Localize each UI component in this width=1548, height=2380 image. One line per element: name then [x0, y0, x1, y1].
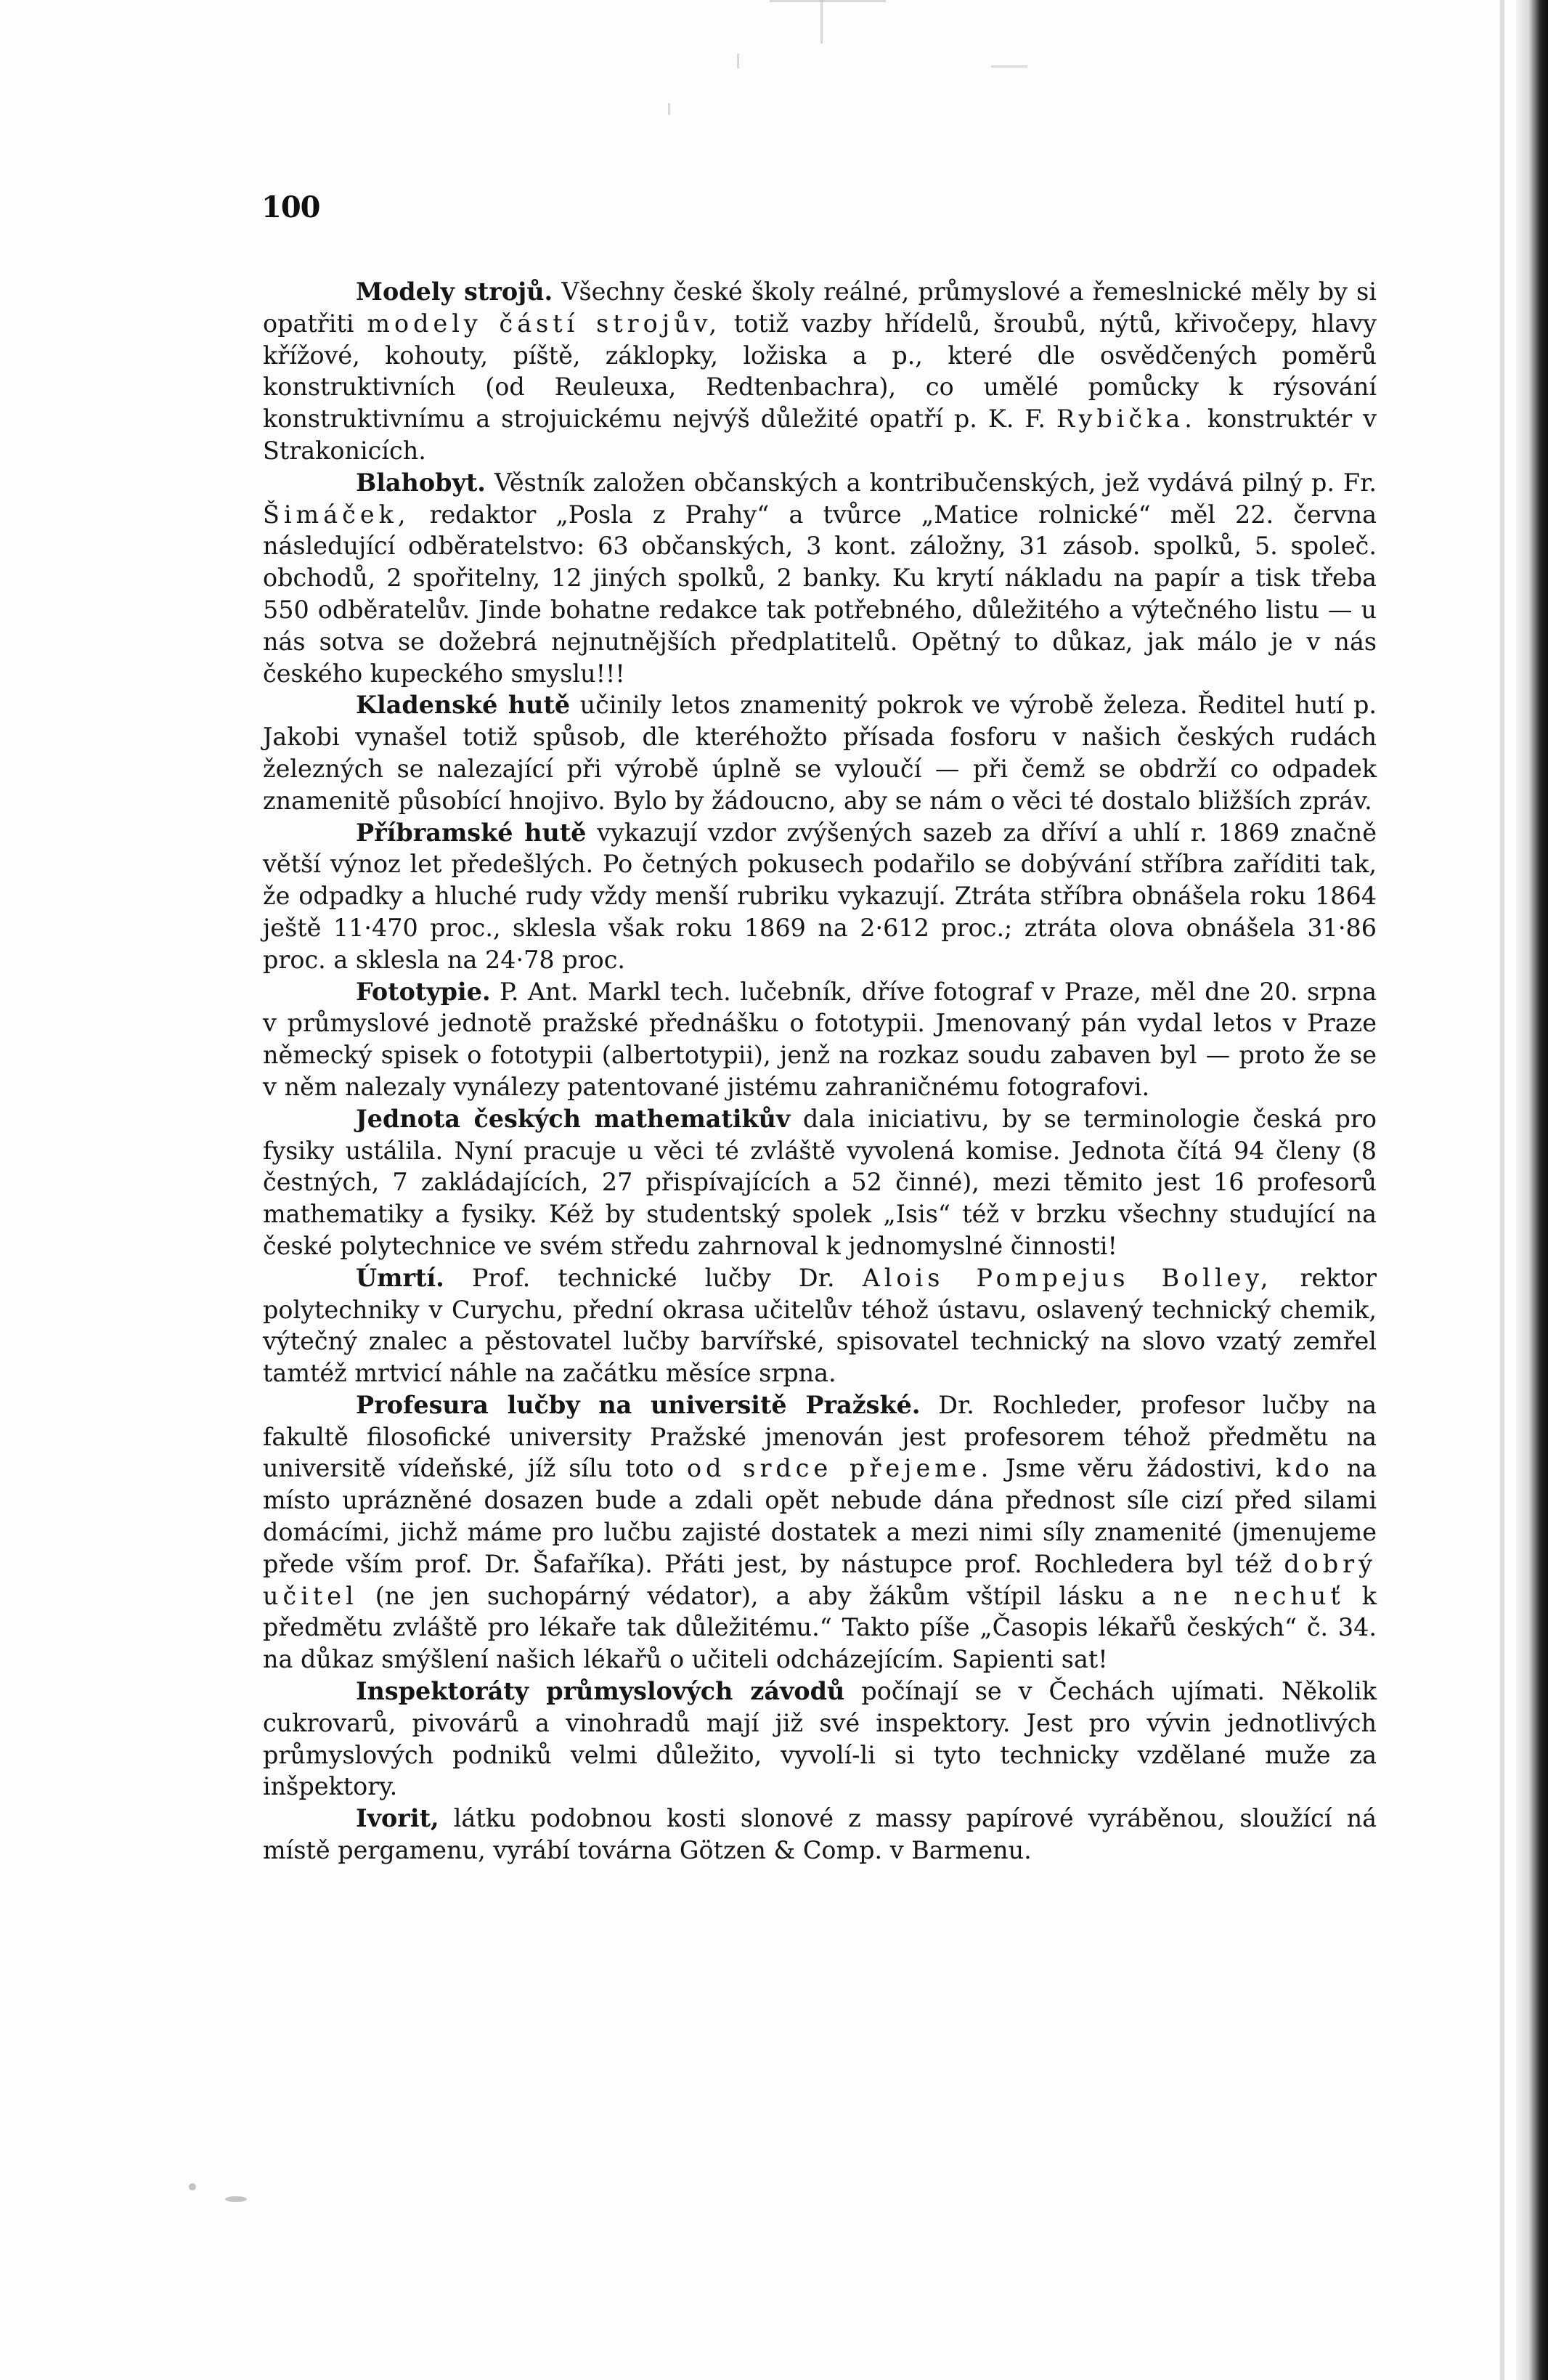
page-number: 100 [261, 190, 320, 224]
paragraph-heading: Úmrtí. [356, 1263, 444, 1292]
paragraph-text: Všechny české školy reálné, průmyslové a řemeslnické měly by si opatřiti [263, 277, 1377, 338]
paragraph-text: počínají se v Čechách ujímati. Několik cukrovarů, pivovárů a vinohradů mají již své inspektory. Jest pro vývin jednotlivých průmyslových podniků velmi důležito, vyvolí-li si tyto technicky vzdělané muže za inšpektory. [263, 1677, 1377, 1801]
paragraph-text: vykazují vzdor zvýšených sazeb za dříví a uhlí r. 1869 značně větší výnoz let předešlých. Po četných pokusech podařilo se dobývání stříbra zaříditi tak, že odpadky a hluché rudy vždy menší rubriku vykazují. Ztráta stříbra obnášela roku 1864 ještě 11·470 proc., sklesla však roku 1869 na 2·612 proc.; ztráta olova obnášela 31·86 proc. a sklesla na 24·78 proc. [263, 818, 1377, 974]
binding-edge [1516, 0, 1548, 2380]
paragraph-text: Věstník založen občanských a kontribučenských, jež vydává pilný p. Fr. [485, 468, 1377, 497]
paragraph-text: redaktor „Posla z Prahy“ a tvůrce „Matice rolnické“ měl 22. června následující odběratelstvo: 63 občanských, 3 kont. záložny, 31 zásob. spolků, 5. společ. obchodů, 2 spořitelny, 12 jiných spolků, 2 banky. Ku krytí nákladu na papír a tisk třeba 550 odběratelův. Jinde bohatne redakce tak potřebného, důležitého a výtečného listu — u nás sotva se dožebrá nejnutnějších předplatitelů. Opětný to důkaz, jak málo je v nás českého kupeckého smyslu!!! [263, 500, 1377, 688]
spaced-emphasis: Šimáček, [263, 500, 410, 529]
show-through-mark [820, 0, 823, 44]
paragraph [263, 976, 1377, 1103]
show-through-mark [991, 65, 1027, 68]
paragraph-text: Prof. technické lučby Dr. [444, 1263, 863, 1292]
ink-smudge [225, 2196, 247, 2202]
paragraph-text: Dr. Rochleder, profesor lučby na fakultě filosofické university Pražské jmenován jest profesorem téhož předmětu na universitě vídeňské, jíž sílu toto [263, 1390, 1377, 1483]
paragraph [263, 276, 1377, 467]
paragraph-text: rektor polytechniky v Curychu, přední okrasa učitelův téhož ústavu, oslavený technický chemik, výtečný znalec a pěstovatel lučby barvířské, spisovatel technický na slovo vzatý zemřel tamtéž mrtvicí náhle na začátku měsíce srpna. [263, 1263, 1377, 1388]
paragraph [263, 1389, 1377, 1676]
ink-smudge [189, 2183, 196, 2190]
paragraph [263, 1803, 1377, 1867]
paragraph-heading: Kladenské hutě [356, 691, 571, 720]
spaced-emphasis: modely částí strojův, [367, 309, 722, 338]
paragraph-text: dala iniciativu, by se terminologie česká pro fysiky ustálila. Nyní pracuje u věci té zvláště vyvolená komise. Jednota čítá 94 členy (8 čestných, 7 zakládajících, 27 přispívajících a 52 činné), mezi těmito jest 16 profesorů mathematiky a fysiky. Kéž by studentský spolek „Isis“ též v brzku všechny studující na české polytechnice ve svém středu zahrnoval k jednomyslné činnosti! [263, 1104, 1377, 1260]
paragraph [263, 1103, 1377, 1262]
paragraph [263, 1262, 1377, 1389]
show-through-mark [737, 54, 739, 68]
paragraph-heading: Ivorit, [356, 1804, 439, 1833]
spaced-emphasis: kdo [1276, 1454, 1334, 1483]
paragraph-heading: Jednota českých mathematikův [356, 1104, 791, 1133]
paragraph-heading: Fototypie. [356, 977, 491, 1006]
spaced-emphasis: Rybička. [1056, 405, 1197, 434]
paragraph-text: P. Ant. Markl tech. lučebník, dříve fotograf v Praze, měl dne 20. srpna v průmyslové jednotě pražské přednášku o fototypii. Jmenovaný pán vydal letos v Praze německý spisek o fototypii (albertotypii), jenž na rozkaz soudu zabaven byl — proto že se v něm nalezaly vynálezy patentované jistému zahraničnému fotografovi. [263, 977, 1377, 1101]
paragraph [263, 467, 1377, 690]
paragraph-heading: Inspektoráty průmyslových závodů [356, 1677, 845, 1706]
paragraph-text: konstruktér v Strakonicích. [263, 405, 1377, 465]
spaced-emphasis: ne nechuť [1173, 1581, 1345, 1610]
paragraph-text: učinily letos znamenitý pokrok ve výrobě železa. Ředitel hutí p. Jakobi vynašel totiž spůsob, dle kteréhožto přísada fosforu v našich českých rudách železných se nalezající při výrobě úplně se vyloučí — při čemž se obdrží co odpadek znamenitě působící hnojivo. Bylo by žádoucno, aby se nám o věci té dostalo bližších zpráv. [263, 691, 1377, 815]
paragraph-heading: Modely strojů. [356, 277, 553, 306]
paragraph-heading: Příbramské hutě [356, 818, 587, 847]
paragraph-text: totiž vazby hřídelů, šroubů, nýtů, křivočepy, hlavy křížové, kohouty, píště, záklopky, ložiska a p., které dle osvědčených poměrů konstruktivních (od Reuleuxa, Redtenbachra), co umělé pomůcky k rýsování konstruktivnímu a strojuickému nejvýš důležité opatří p. K. F. [263, 309, 1377, 434]
spaced-emphasis: dobrý učitel [263, 1549, 1377, 1610]
show-through-mark [668, 103, 670, 115]
paragraph [263, 689, 1377, 816]
spaced-emphasis: Alois Pompejus Bolley, [862, 1263, 1273, 1292]
paragraph-heading: Profesura lučby na universitě Pražské. [356, 1390, 921, 1419]
paragraph-text: (ne jen suchopárný védator), a aby žákům vštípil lásku a [357, 1581, 1173, 1610]
paragraph [263, 817, 1377, 976]
paragraph-text: Jsme věru žádostivi, [993, 1454, 1276, 1483]
spaced-emphasis: od srdce přejeme. [687, 1454, 993, 1483]
paragraph-text: látku podobnou kosti slonové z massy papírové vyráběnou, sloužící ná místě pergamenu, vyrábí továrna Götzen & Comp. v Barmenu. [263, 1804, 1377, 1865]
scan-edge-line [1500, 0, 1504, 2380]
article-body [263, 276, 1377, 1867]
paragraph [263, 1676, 1377, 1803]
paragraph-text: na místo uprázněné dosazen bude a zdali opět nebude dána přednost síle cizí před silami domácími, jichž máme pro lučbu zajisté dostatek a mezi nimi síly znamenité (jmenujeme přede vším prof. Dr. Šafaříka). Přáti jest, by nástupce prof. Rochledera byl též [263, 1454, 1377, 1578]
paragraph-text: k předmětu zvláště pro lékaře tak důležitému.“ Takto píše „Časopis lékařů českých“ č. 34. na důkaz smýšlení našich lékařů o učiteli odcházejícím. Sapienti sat! [263, 1581, 1377, 1674]
show-through-mark [770, 0, 886, 2]
paragraph-heading: Blahobyt. [356, 468, 486, 497]
